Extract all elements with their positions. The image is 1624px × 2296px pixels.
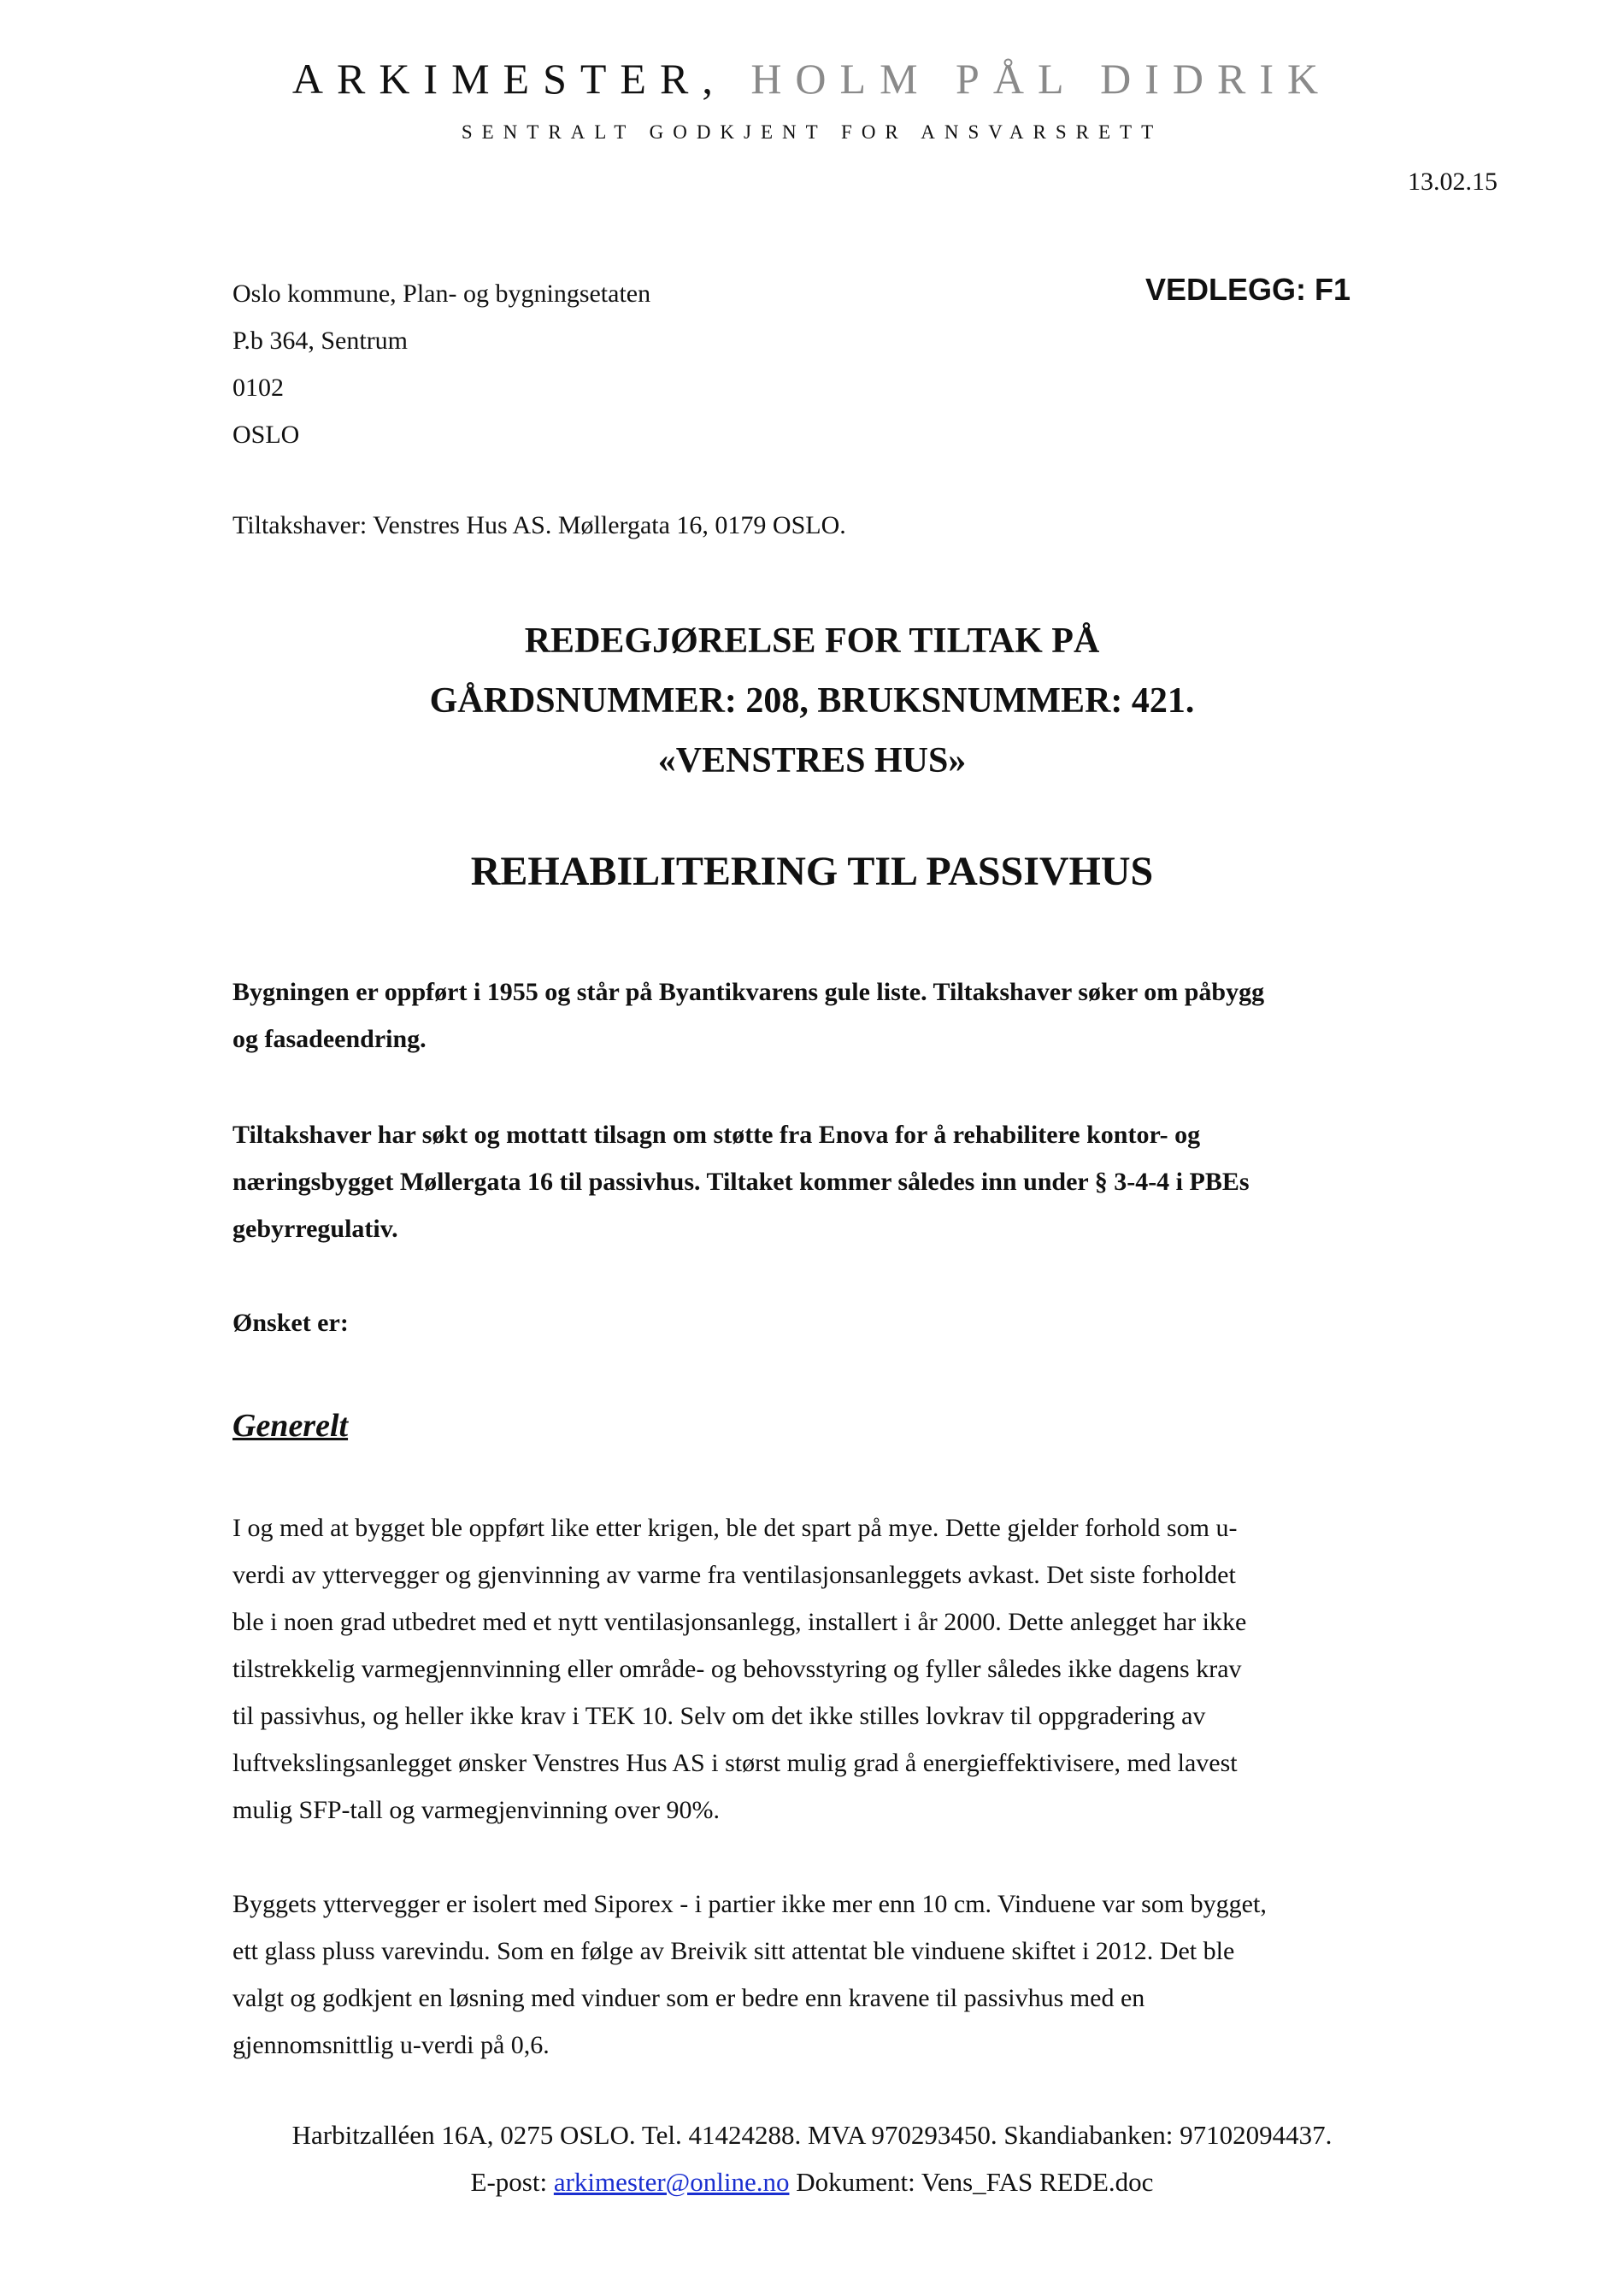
document-title: [0, 611, 1624, 791]
text-line: gebyrregulativ.: [232, 1215, 398, 1243]
title-line: GÅRDSNUMMER: 208, BRUKSNUMMER: 421.: [429, 681, 1195, 721]
letterhead-subtitle: SENTRALT GODKJENT FOR ANSVARSRETT: [461, 121, 1163, 143]
text-line: valgt og godkjent en løsning med vinduer som er bedre enn kravene til passivhus med en: [232, 1984, 1145, 2012]
general-paragraph-1: [232, 1504, 1412, 1834]
letterhead-name: [0, 53, 1624, 104]
applicant-line: Tiltakshaver: Venstres Hus AS. Møllergata 16, 0179 OSLO.: [232, 511, 846, 539]
title-line: REDEGJØRELSE FOR TILTAK PÅ: [524, 621, 1100, 661]
letterhead-name-part2: HOLM PÅL DIDRIK: [750, 55, 1333, 103]
email-label: E-post:: [470, 2167, 548, 2197]
footer-address-line: Harbitzalléen 16A, 0275 OSLO. Tel. 41424288. MVA 970293450. Skandiabanken: 97102094437.: [291, 2120, 1333, 2150]
text-line: til passivhus, og heller ikke krav i TEK 10. Selv om det ikke stilles lovkrav til oppgradering av: [232, 1702, 1206, 1730]
text-line: Byggets yttervegger er isolert med Siporex - i partier ikke mer enn 10 cm. Vinduene var som bygget,: [232, 1890, 1267, 1918]
recipient-line: OSLO: [232, 421, 300, 449]
text-line: Bygningen er oppført i 1955 og står på Byantikvarens gule liste. Tiltakshaver søker om påbygg: [232, 978, 1265, 1006]
recipient-address: [232, 270, 650, 458]
text-line: tilstrekkelig varmegjennvinning eller område- og behovsstyring og fyller således ikke dagens krav: [232, 1655, 1242, 1683]
text-line: og fasadeendring.: [232, 1025, 427, 1053]
text-line: næringsbygget Møllergata 16 til passivhus. Tiltaket kommer således inn under § 3-4-4 i PBEs: [232, 1168, 1250, 1196]
wish-label: Ønsket er:: [232, 1309, 349, 1337]
text-line: mulig SFP-tall og varmegjenvinning over 90%.: [232, 1796, 720, 1824]
section-heading-generelt: Generelt: [232, 1408, 349, 1444]
text-line: luftvekslingsanlegget ønsker Venstres Hus AS i størst mulig grad å energieffektivisere, med lavest: [232, 1749, 1238, 1777]
title-line: «VENSTRES HUS»: [657, 741, 967, 780]
document-date: 13.02.15: [1408, 168, 1497, 196]
intro-paragraph-1: [232, 968, 1412, 1063]
letterhead-separator: ,: [702, 55, 727, 103]
text-line: gjennomsnittlig u-verdi på 0,6.: [232, 2031, 550, 2059]
text-line: I og med at bygget ble oppført like etter krigen, ble det spart på mye. Dette gjelder forhold som u-: [232, 1514, 1238, 1542]
recipient-line: 0102: [232, 374, 284, 402]
document-filename: Vens_FAS REDE.doc: [921, 2167, 1154, 2197]
footer-contact-line: [0, 2158, 1624, 2205]
document-label: Dokument:: [796, 2167, 915, 2197]
email-link[interactable]: arkimester@online.no: [553, 2167, 790, 2197]
text-line: verdi av yttervegger og gjenvinning av varme fra ventilasjonsanleggets avkast. Det siste forholdet: [232, 1561, 1236, 1589]
letterhead-name-part1: ARKIMESTER: [291, 55, 703, 103]
page-footer: [0, 2111, 1624, 2205]
recipient-line: Oslo kommune, Plan- og bygningsetaten: [232, 280, 651, 308]
attachment-label: VEDLEGG: F1: [1145, 272, 1351, 307]
text-line: ett glass pluss varevindu. Som en følge av Breivik sitt attentat ble vinduene skiftet i 2012. Det ble: [232, 1937, 1235, 1965]
document-subtitle: REHABILITERING TIL PASSIVHUS: [470, 849, 1154, 894]
text-line: ble i noen grad utbedret med et nytt ventilasjonsanlegg, installert i år 2000. Dette anlegget har ikke: [232, 1608, 1247, 1636]
general-paragraph-2: [232, 1881, 1412, 2069]
intro-paragraph-2: [232, 1111, 1412, 1252]
recipient-line: P.b 364, Sentrum: [232, 327, 409, 355]
text-line: Tiltakshaver har søkt og mottatt tilsagn om støtte fra Enova for å rehabilitere kontor- og: [232, 1121, 1201, 1149]
